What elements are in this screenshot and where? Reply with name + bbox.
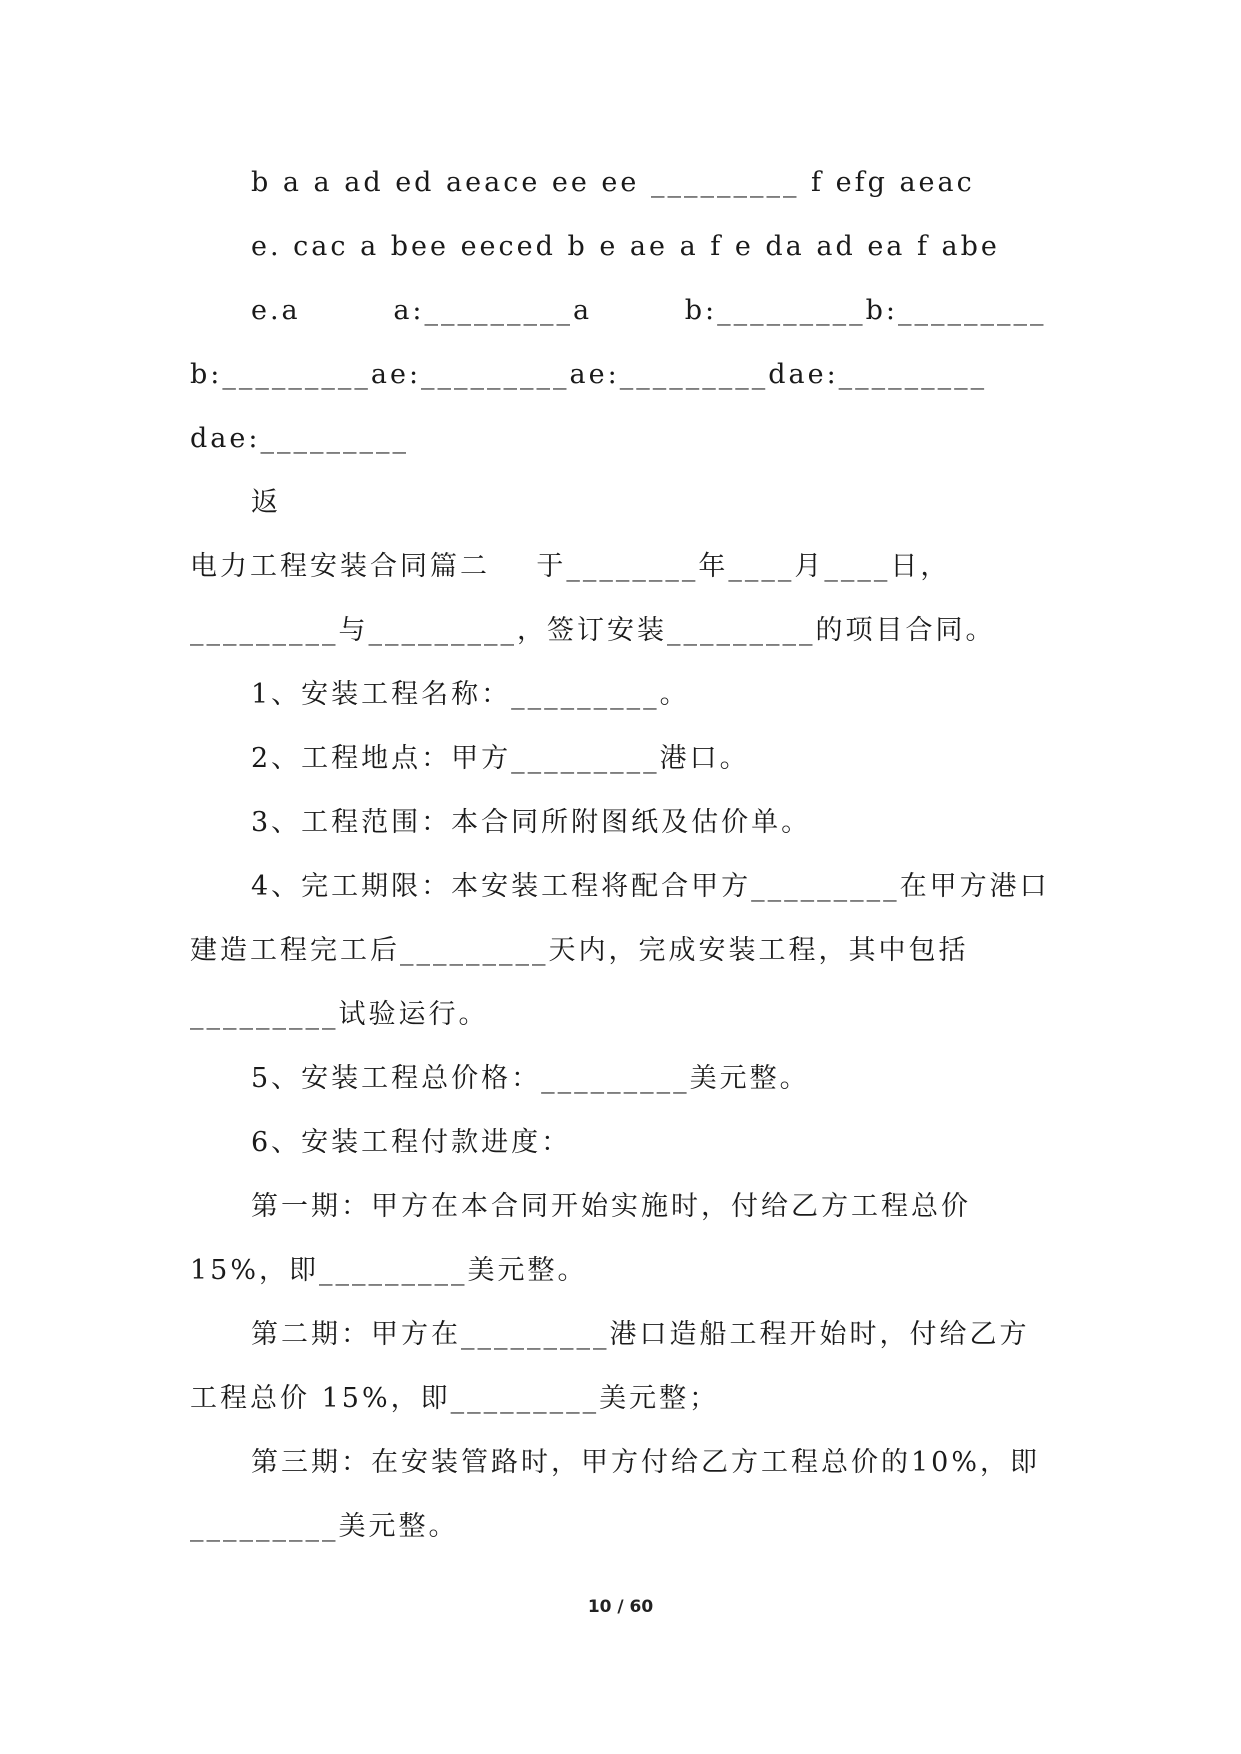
- clause-1: 1、安装工程名称：_________。: [251, 679, 690, 710]
- clause-2: 2、工程地点：甲方_________港口。: [251, 743, 750, 774]
- phase-2-line-2: 工程总价 15%，即_________美元整；: [190, 1383, 720, 1414]
- text-line-2: e. cac a bee eeced b e ae a f e da ad ea f abe: [251, 231, 1000, 262]
- phase-3-line-2: _________美元整。: [190, 1511, 459, 1542]
- text-line-5: dae:_________: [190, 423, 409, 454]
- clause-4-line-3: _________试验运行。: [190, 999, 489, 1030]
- clause-4-line-2: 建造工程完工后_________天内，完成安装工程，其中包括: [190, 935, 969, 966]
- phase-1-line-1: 第一期：甲方在本合同开始实施时，付给乙方工程总价: [251, 1191, 971, 1222]
- text-line-3: e.a a:_________a b:_________b:_________: [251, 295, 1047, 326]
- text-line-1: b a a ad ed aeace ee ee _________ f efg aeac: [251, 167, 975, 198]
- return-text: 返: [251, 487, 281, 518]
- section-heading: 电力工程安装合同篇二 于________年____月____日，: [190, 551, 951, 582]
- phase-1-line-2: 15%，即_________美元整。: [190, 1255, 588, 1286]
- clause-3: 3、工程范围：本合同所附图纸及估价单。: [251, 807, 812, 838]
- text-line-4: b:_________ae:_________ae:_________dae:_________: [190, 359, 988, 390]
- phase-2-line-1: 第二期：甲方在_________港口造船工程开始时，付给乙方: [251, 1319, 1030, 1350]
- clause-6: 6、安装工程付款进度：: [251, 1127, 572, 1158]
- text-line-parties: _________与_________，签订安装_________的项目合同。: [190, 615, 996, 646]
- phase-3-line-1: 第三期：在安装管路时，甲方付给乙方工程总价的10%，即: [251, 1447, 1041, 1478]
- clause-5: 5、安装工程总价格：_________美元整。: [251, 1063, 810, 1094]
- page-number: 10 / 60: [587, 1597, 654, 1617]
- clause-4-line-1: 4、完工期限：本安装工程将配合甲方_________在甲方港口: [251, 871, 1050, 902]
